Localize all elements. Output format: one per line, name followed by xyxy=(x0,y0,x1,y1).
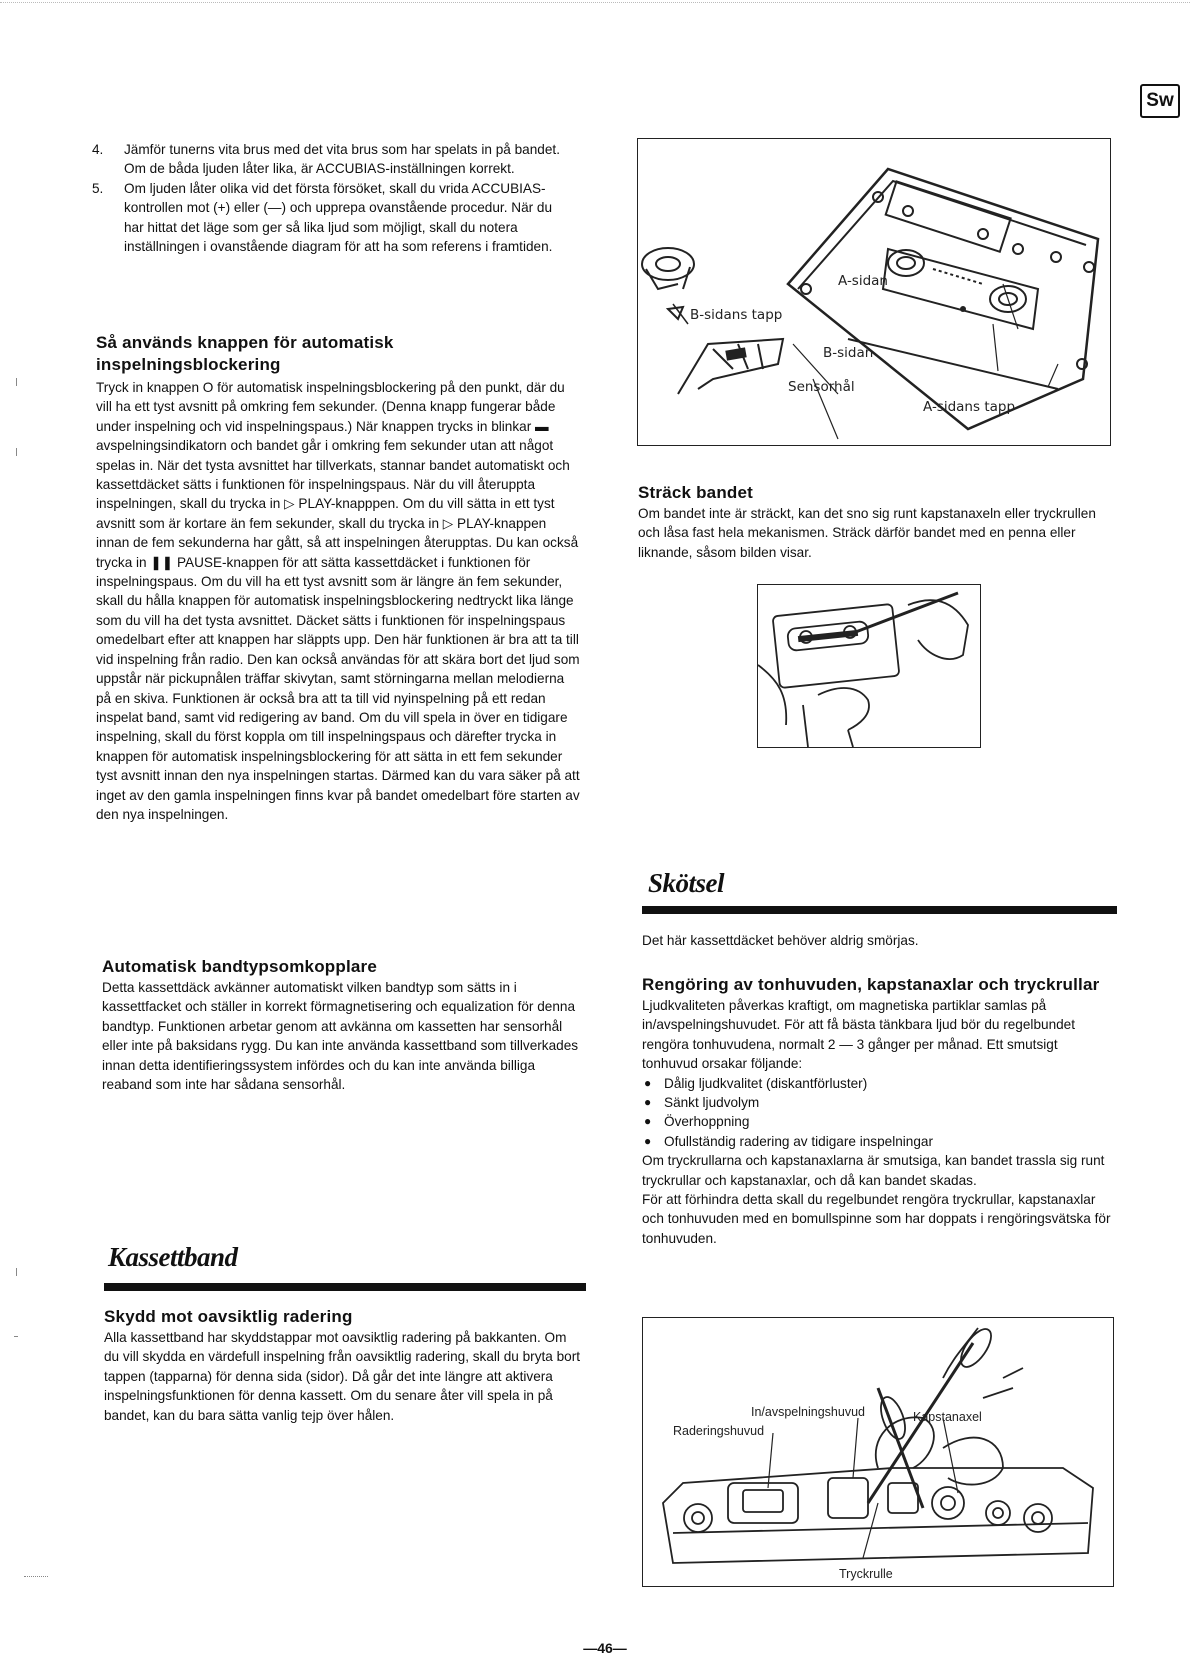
list-item: ● Dålig ljudkvalitet (diskantförluster) xyxy=(642,1074,1112,1093)
list-item: ● Sänkt ljudvolym xyxy=(642,1093,1112,1112)
margin-mark xyxy=(14,1336,18,1337)
b-tab-label: B-sidans tapp xyxy=(690,307,783,323)
steps-list xyxy=(92,140,582,256)
cassette-figure xyxy=(637,138,1111,446)
step-text: Om ljuden låter olika vid det första försöket, skall du vrida ACCUBIAS-kontrollen mot (+) eller (—) och upprepa ovanstående procedur. När du har hittat det läge som ger så lika ljud som möjligt, skall du notera inställningen i ovanstående diagram för att ha som referens i framtiden. xyxy=(124,180,553,255)
page-number: —46— xyxy=(583,1640,627,1656)
list-item: ● Ofullständig radering av tidigare inspelningar xyxy=(642,1132,1112,1151)
margin-mark xyxy=(16,448,17,456)
a-side-label: A-sidan xyxy=(838,273,888,289)
margin-mark xyxy=(16,1268,17,1276)
auto-tape-section xyxy=(102,956,582,1094)
auto-tape-heading: Automatisk bandtypsomkopplare xyxy=(102,957,378,976)
erase-protection-section xyxy=(104,1306,584,1425)
step-item xyxy=(92,140,582,179)
step-number: 5. xyxy=(92,180,104,196)
erasehead-label: Raderingshuvud xyxy=(673,1424,765,1438)
margin-mark xyxy=(16,378,17,386)
cleaning-section xyxy=(642,974,1112,1248)
cleaning-heading: Rengöring av tonhuvuden, kapstanaxlar och tryckrullar xyxy=(642,975,1100,994)
rec-mute-text: Tryck in knappen O för automatisk inspelningsblockering på den punkt, där du vill ha ett tyst avsnitt på omkring fem sekunder. (Denna knapp fungerar både under inspelning och vid inspelningspaus.) När knappen trycks in blinkar ▬ avspelningsindikatorn och bandet går i omkring fem sekunder utan att något spelas in. När det tysta avsnittet har tillverkats, stannar bandet automatiskt och kassettdäcket sätts i funktionen för inspelningspaus. När du vill återuppta inspelningen, skall du trycka in ▷ PLAY-knapppen. Om du vill sätta in ett tyst avsnitt som är kortare än fem sekunder, skall du trycka in ▷ PLAY-knappen innan de fem sekunderna har gått, så att inspelningen återupptas. Du kan också trycka in ❚❚ PAUSE-knappen för att sätta kassettdäcket i funktionen för inspelningspaus. Om du vill ha ett tyst avsnitt som är längre än fem sekunder, skall du hålla knappen för automatisk inspelningsblockering nedtryckt lika länge som du vill ha det tysta avsnittet. Däcket sätts i funktionen för inspelningspaus omedelbart efter att knappen har släppts upp. Den här funktionen är bra att ta till vid inspelning från radio. Den kan också användas för att skära bort det ljud som uppstår när pickupnålen träffar skivytan, samt störningarna mellan melodierna på en skiva. Funktionen är också bra att ta till vid nyinspelning på ett redan inspelat band, samt vid redigering av band. Om du vill spela in över en tidigare inspelning, skall du först koppla om till inspelningspaus och därefter trycka in knappen för automatisk inspelningsblockering för att sätta in ett fem sekunder tyst avsnitt innan den nya inspelningen startas. Därmed kan du vara säker på att inget av den gamla inspelningen finns kvar på bandet omedelbart före starten av den nya inspelningen. xyxy=(96,380,580,822)
cassette-illustration xyxy=(638,139,1110,445)
step-item xyxy=(92,179,582,257)
tension-section xyxy=(638,482,1108,562)
pencil-figure xyxy=(757,584,981,748)
rec-mute-heading: Så används knappen för automatisk inspelningsblockering xyxy=(96,333,394,374)
tension-heading: Sträck bandet xyxy=(638,483,754,502)
cleaning-intro: Ljudkvaliteten påverkas kraftigt, om magnetiska partiklar samlas på in/avspelningshuvudet. För att få bästa tänkbara ljud bör du regelbundet rengöra tonhuvudena, normalt 2 — 3 gånger per månad. Ett smutsigt tonhuvud orsakar följande: xyxy=(642,998,1076,1072)
dirty-head-effects-list xyxy=(642,1074,1112,1152)
erase-protection-heading: Skydd mot oavsiktlig radering xyxy=(104,1307,353,1326)
step-number: 4. xyxy=(92,142,104,157)
head-cleaning-illustration xyxy=(643,1318,1113,1586)
pinch-roller-label: Tryckrulle xyxy=(839,1567,893,1581)
auto-tape-text: Detta kassettdäck avkänner automatiskt vilken bandtyp som sätts in i kassettfacket och ställer in korrekt förmagnetisering och equalization för denna bandtyp. Funktionen arbetar genom att avkänna om kassetten har sensorhål eller inte på baksidans rygg. Du kan inte använda kassettband som tillverkades innan detta identifieringssystem infördes och du kan inte använda billiga reaband som inte har sådana sensorhål. xyxy=(102,980,579,1093)
care-intro: Det här kassettdäcket behöver aldrig smörjas. xyxy=(642,933,919,948)
scan-edge-artifact xyxy=(0,2,1190,3)
skotsel-rule xyxy=(642,906,1117,914)
capstan-label: Kapstanaxel xyxy=(913,1410,982,1424)
rec-mute-section xyxy=(96,332,582,824)
cleaning-paragraph-2: Om tryckrullarna och kapstanaxlarna är smutsiga, kan bandet trassla sig runt tryckrullar och kapstanaxlar, och då kan bandet skadas. xyxy=(642,1153,1105,1188)
skotsel-title: Skötsel xyxy=(648,868,725,898)
b-side-label: B-sidan xyxy=(823,345,874,361)
language-badge-text: Sw xyxy=(1146,90,1174,111)
cleaning-paragraph-3: För att förhindra detta skall du regelbundet rengöra tryckrullar, kapstanaxlar och tonhuvuden med en bomullspinne som har doppats i rengöringsvätska för tonhuvuden. xyxy=(642,1192,1111,1246)
pencil-tensioning-illustration xyxy=(758,585,980,747)
sensor-hole-label: Sensorhål xyxy=(788,379,855,395)
kassettband-rule xyxy=(104,1283,586,1291)
erase-protection-text: Alla kassettband har skyddstappar mot oavsiktlig radering på bakkanten. Om du vill skydda en värdefull inspelning från oavsiktlig radering, skall du bryta bort tappen (tapparna) för denna sida (sidor). Då går det inte längre att aktivera inspelningsfunktionen för denna kassett. Om du senare åter vill spela in på bandet, kan du bara sätta vanlig tejp över hålen. xyxy=(104,1330,581,1423)
kassettband-title: Kassettband xyxy=(108,1242,238,1272)
language-badge xyxy=(1140,84,1180,118)
head-cleaning-figure xyxy=(642,1317,1114,1587)
margin-mark xyxy=(24,1576,48,1577)
step-text: Jämför tunerns vita brus med det vita brus som har spelats in på bandet. Om de båda ljuden låter lika, är ACCUBIAS-inställningen korrekt. xyxy=(124,142,560,177)
tension-text: Om bandet inte är sträckt, kan det sno sig runt kapstanaxeln eller tryckrullen och låsa fast hela mekanismen. Sträck därför bandet med en penna eller liknande, såsom bilden visar. xyxy=(638,506,1096,560)
a-tab-label: A-sidans tapp xyxy=(923,399,1016,415)
list-item: ● Överhoppning xyxy=(642,1112,1112,1131)
playhead-label: In/avspelningshuvud xyxy=(751,1405,865,1419)
